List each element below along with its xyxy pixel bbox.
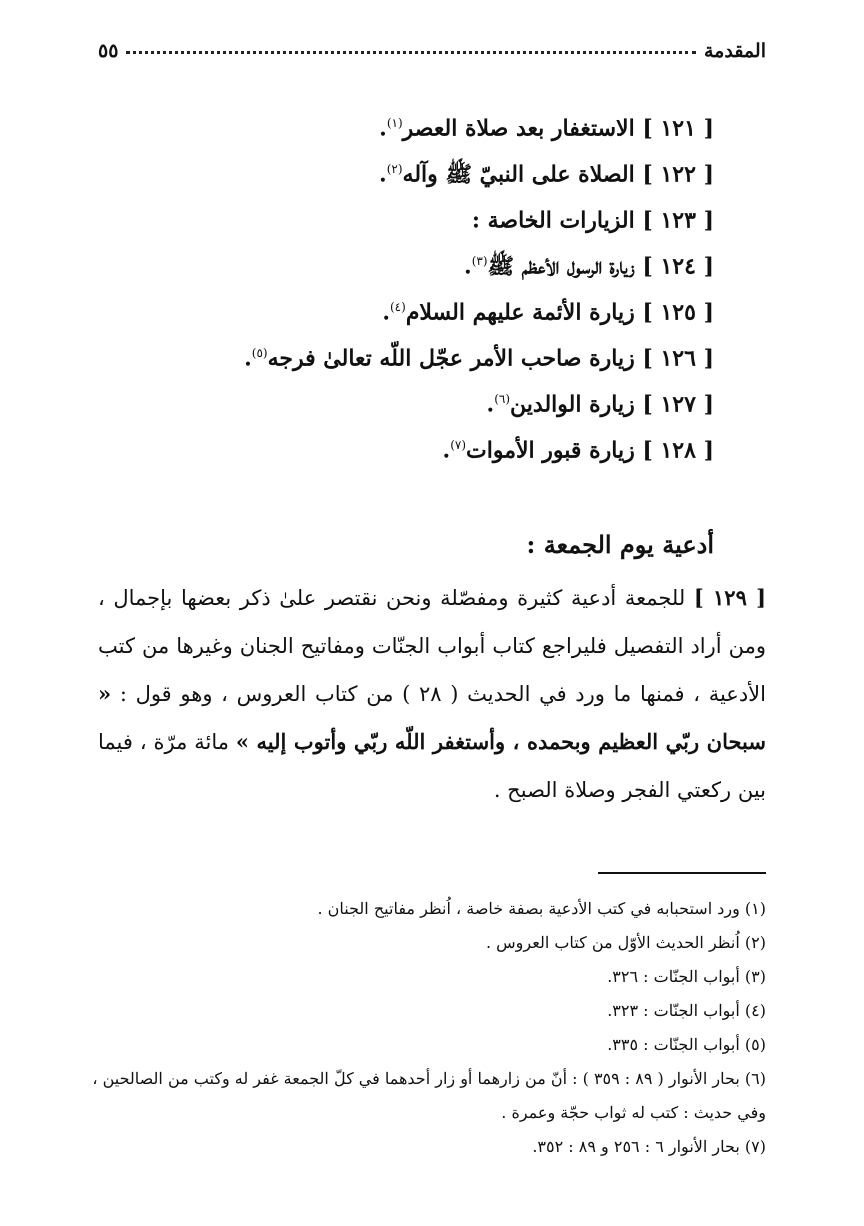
toc-end: . [382, 299, 390, 326]
paragraph-text: للجمعة أدعية كثيرة ومفصّلة ونحن نقتصر علىٰ ذكر بعضها بإجمال ، ومن أراد التفصيل فليراجع كتاب أبواب الجنّات ومفاتيح الجنان وغيرها من كتب الأدعية ، فمنها ما ورد في الحديث ( ٢٨ ) من كتاب العروس ، وهو قول : [98, 586, 766, 706]
toc-end: . [486, 391, 495, 418]
toc-number: [ ١٢٥ ] [642, 299, 714, 326]
footnote [86, 1028, 766, 1062]
footnote [86, 892, 766, 926]
footnote [86, 1130, 766, 1164]
footnote-number: (٤) [744, 1001, 766, 1020]
footnote-text: اُنظر الحديث الأوّل من كتاب العروس . [485, 933, 740, 952]
toc-number: [ ١٢٣ ] [642, 207, 714, 234]
toc-number: [ ١٢٧ ] [642, 391, 714, 418]
toc-text: زيارة الرسول الأعظم ﷺ [487, 253, 635, 280]
prayer-quote: « سبحان ربّي العظيم وبحمده ، وأستغفر اللّه ربّي وأتوب إليه » [98, 681, 766, 754]
toc-item [60, 100, 714, 146]
footnote [86, 994, 766, 1028]
toc-item [60, 330, 714, 376]
toc-list [60, 100, 714, 468]
footnote-text: أبواب الجنّات : ٣٢٦. [607, 967, 740, 986]
toc-item [60, 238, 714, 284]
footnote-text: أبواب الجنّات : ٣٢٣. [607, 1001, 740, 1020]
footnote [86, 926, 766, 960]
footnote-number: (١) [744, 899, 766, 918]
toc-item [60, 376, 714, 422]
paragraph-text-end: مائة مرّة ، فيما بين ركعتي الفجر وصلاة الصبح . [98, 730, 766, 802]
footnote [86, 960, 766, 994]
footnote-text: بحار الأنوار ٦ : ٢٥٦ و ٨٩ : ٣٥٢. [532, 1137, 740, 1156]
footnote-number: (٥) [744, 1035, 766, 1054]
header-leader-dots [126, 50, 696, 54]
toc-text: زيارة قبور الأموات [466, 437, 635, 464]
section-title: المقدمة [703, 40, 766, 62]
body-paragraph [98, 574, 766, 814]
page-number: ٥٥ [98, 40, 119, 62]
footnote-ref: (٤) [389, 300, 406, 314]
toc-text: زيارة صاحب الأمر عجّل اللّه تعالىٰ فرجه [267, 345, 635, 372]
footnote-text: ورد استحبابه في كتب الأدعية بصفة خاصة ، اُنظر مفاتيح الجنان . [317, 899, 740, 918]
footnote-ref: (٣) [471, 254, 488, 268]
footnote-separator [598, 872, 766, 874]
footnote-text: أبواب الجنّات : ٣٣٥. [607, 1035, 740, 1054]
footnote-ref: (٥) [251, 346, 268, 360]
footnote-ref: (٧) [450, 438, 467, 452]
toc-end: . [244, 345, 252, 372]
toc-item [60, 192, 714, 238]
toc-number: [ ١٢٨ ] [642, 437, 714, 464]
footnote-number: (٦) [744, 1069, 766, 1088]
toc-end: . [379, 115, 387, 142]
toc-end: . [379, 161, 387, 188]
footnote-text: بحار الأنوار ( ٨٩ : ٣٥٩ ) : أنّ من زارهما أو زار أحدهما في كلّ الجمعة غفر له وكتب من الصالحين ، وفي حديث : كتب له ثواب حجّة وعمرة . [92, 1069, 766, 1122]
toc-number: [ ١٢٤ ] [642, 253, 714, 280]
paragraph-number: [ ١٢٩ ] [693, 585, 767, 610]
toc-text: زيارة الأئمة عليهم السلام [405, 299, 635, 326]
footnote-ref: (١) [386, 116, 403, 130]
toc-item [60, 422, 714, 468]
footnotes [86, 892, 766, 1164]
footnote [86, 1062, 766, 1130]
page-header [98, 30, 766, 62]
toc-text: زيارة الوالدين [510, 391, 635, 418]
footnote-number: (٢) [744, 933, 766, 952]
toc-number: [ ١٢٦ ] [642, 345, 714, 372]
section-heading: أدعية يوم الجمعة : [526, 530, 714, 559]
toc-end: . [464, 253, 472, 280]
footnote-number: (٣) [744, 967, 766, 986]
toc-number: [ ١٢٢ ] [642, 161, 714, 188]
toc-item [60, 284, 714, 330]
toc-text: الصلاة على النبيّ ﷺ وآله [402, 161, 635, 188]
toc-number: [ ١٢١ ] [642, 115, 714, 142]
footnote-number: (٧) [744, 1137, 766, 1156]
footnote-ref: (٢) [386, 162, 403, 176]
toc-item [60, 146, 714, 192]
footnote-ref: (٦) [494, 392, 511, 406]
toc-text: الزيارات الخاصة : [471, 207, 635, 234]
toc-end: . [442, 437, 451, 464]
toc-text: الاستغفار بعد صلاة العصر [402, 115, 635, 142]
